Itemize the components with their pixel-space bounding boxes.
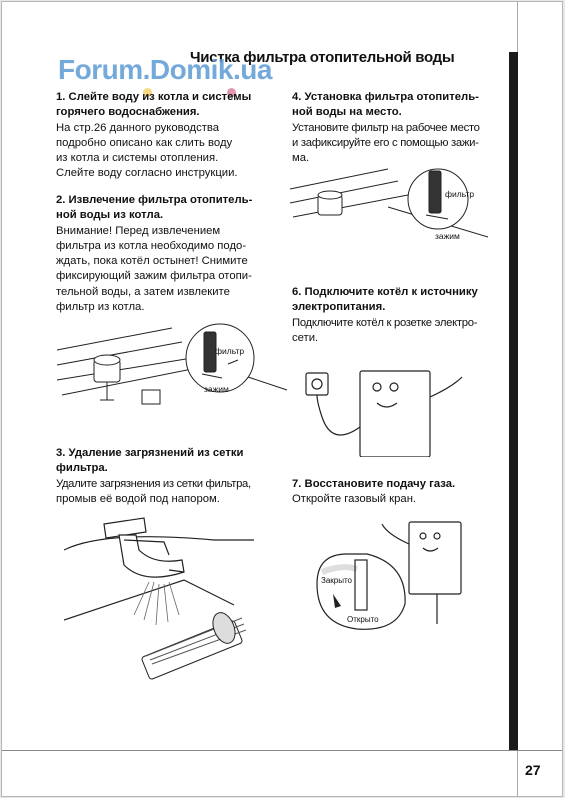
step-text: фильтра из котла необходимо подо- (56, 239, 247, 252)
step-text: тельной воды, а затем извлеките (56, 285, 230, 298)
step-1 (56, 90, 296, 182)
page-title: Чистка фильтра отопительной воды (190, 49, 455, 66)
washing-illustration (64, 510, 254, 690)
step-text: Слейте воду согласно инструкции. (56, 167, 238, 180)
step-text: Внимание! Перед извлечением (56, 224, 221, 237)
side-bar (509, 52, 518, 750)
step-text: сети. (292, 331, 319, 344)
step-text: Подключите котёл к розетке электро- (292, 316, 478, 329)
step-text: На стр.26 данного руководства (56, 121, 220, 134)
step-text: подробно описано как слить воду (56, 136, 233, 149)
label-filter: фильтр (215, 346, 245, 356)
step-text: фильтр из котла. (56, 301, 145, 314)
step-text: Установите фильтр на рабочее место (292, 121, 480, 134)
label-clamp: зажим (435, 231, 460, 241)
watermark: Forum.Domik.ua (58, 54, 272, 85)
step-text: Откройте газовый кран. (292, 493, 417, 506)
step-3 (56, 446, 296, 507)
label-filter: фильтр (445, 189, 475, 199)
step-text: промыв её водой под напором. (56, 492, 220, 505)
step-text: ма. (292, 152, 310, 165)
step-heading: 6. Подключите котёл к источнику (292, 286, 478, 298)
step-heading: горячего водоснабжения. (56, 106, 200, 119)
step-text: и зафиксируйте его с помощью зажи- (292, 136, 479, 149)
step-6 (292, 285, 502, 346)
gas-valve-illustration (307, 514, 467, 644)
step-text: ждать, пока котёл остынет! Снимите (56, 255, 248, 268)
filter-install-illustration (288, 167, 488, 247)
page-number: 27 (525, 762, 541, 778)
step-heading: ной воды из котла. (56, 209, 164, 222)
step-heading: 4. Установка фильтра отопитель- (292, 91, 479, 103)
step-text: из котла и системы отопления. (56, 152, 219, 165)
footer-rule (2, 750, 563, 751)
step-heading: 3. Удаление загрязнений из сетки (56, 447, 244, 459)
step-text: Удалите загрязнения из сетки фильтра, (56, 477, 251, 490)
step-heading: электропитания. (292, 301, 386, 314)
filter-removal-illustration (52, 320, 292, 420)
step-7 (292, 477, 502, 508)
label-closed: Закрыто (321, 576, 353, 585)
step-2 (56, 193, 296, 315)
step-heading: 7. Восстановите подачу газа. (292, 478, 456, 490)
step-text: фиксирующий зажим фильтра отопи- (56, 270, 252, 283)
power-illustration (302, 357, 472, 457)
step-heading: ной воды на место. (292, 106, 402, 119)
manual-page (1, 1, 563, 797)
step-heading: фильтра. (56, 462, 108, 475)
label-open: Открыто (347, 615, 379, 624)
label-clamp: зажим (204, 384, 229, 394)
step-heading: 1. Слейте воду из котла и системы (56, 91, 252, 103)
step-4 (292, 90, 502, 166)
step-heading: 2. Извлечение фильтра отопитель- (56, 194, 253, 206)
